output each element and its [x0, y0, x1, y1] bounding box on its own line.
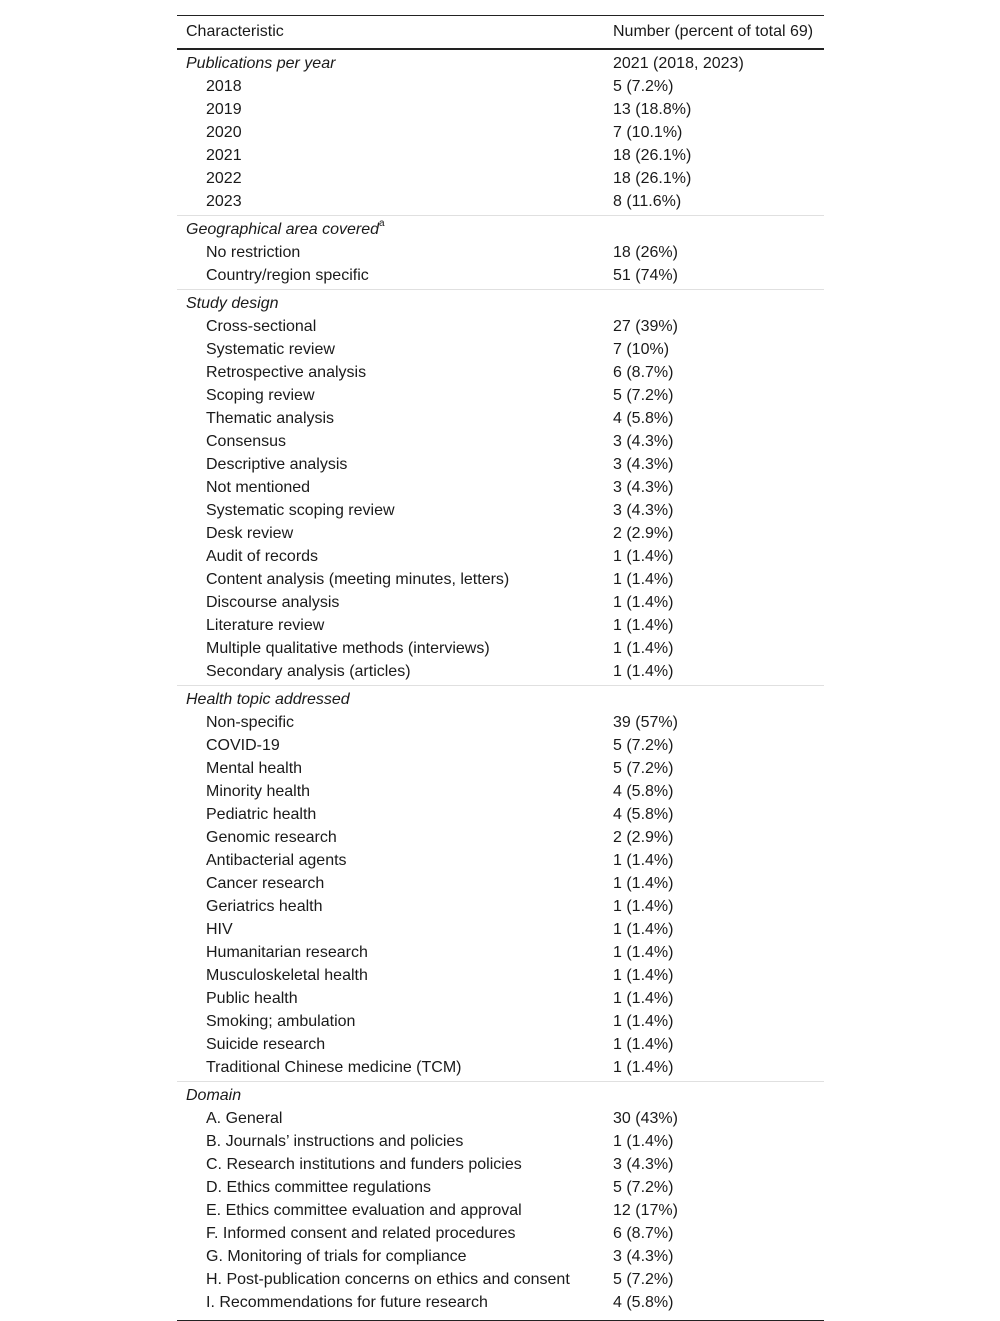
- section-header-row: [177, 292, 824, 315]
- table-section: [177, 685, 824, 1081]
- row-label: Suicide research: [206, 1035, 326, 1053]
- row-value: 18 (26.1%): [613, 146, 692, 164]
- row-label: E. Ethics committee evaluation and approval: [206, 1201, 522, 1219]
- table-row: [177, 430, 824, 453]
- header-characteristic: Characteristic: [186, 23, 284, 40]
- row-label: Musculoskeletal health: [206, 966, 368, 984]
- table-row: [177, 591, 824, 614]
- row-value: 4 (5.8%): [613, 805, 674, 823]
- table-row: [177, 660, 824, 683]
- row-label: No restriction: [206, 243, 301, 261]
- row-value: 1 (1.4%): [613, 1035, 674, 1053]
- row-value: 6 (8.7%): [613, 363, 674, 381]
- table-row: [177, 315, 824, 338]
- section-title-cell: [177, 295, 613, 313]
- table-row: [177, 614, 824, 637]
- row-label: Traditional Chinese medicine (TCM): [206, 1058, 462, 1076]
- table-row: [177, 568, 824, 591]
- row-value: 7 (10%): [613, 340, 670, 358]
- table-row: [177, 407, 824, 430]
- row-value: 3 (4.3%): [613, 432, 674, 450]
- table-row: [177, 75, 824, 98]
- table-row: [177, 264, 824, 287]
- row-label: Non-specific: [206, 713, 295, 731]
- section-title-cell: [177, 1087, 613, 1105]
- row-label: Thematic analysis: [206, 409, 335, 427]
- row-value: 5 (7.2%): [613, 386, 674, 404]
- table-row: [177, 453, 824, 476]
- row-value: 3 (4.3%): [613, 1155, 674, 1173]
- table-row: [177, 734, 824, 757]
- row-value: 1 (1.4%): [613, 966, 674, 984]
- table-row: [177, 1222, 824, 1245]
- row-value: 2 (2.9%): [613, 828, 674, 846]
- section-header-row: [177, 52, 824, 75]
- table-row: [177, 190, 824, 213]
- table-row: [177, 167, 824, 190]
- table-row: [177, 1153, 824, 1176]
- row-value: 1 (1.4%): [613, 662, 674, 680]
- row-value: 5 (7.2%): [613, 736, 674, 754]
- row-label: A. General: [206, 1109, 283, 1127]
- row-value: 1 (1.4%): [613, 1058, 674, 1076]
- row-label: HIV: [206, 920, 233, 938]
- row-value: 2 (2.9%): [613, 524, 674, 542]
- table-body: [177, 50, 824, 1316]
- row-value: 3 (4.3%): [613, 455, 674, 473]
- section-header-row: [177, 218, 824, 241]
- table-section: [177, 1081, 824, 1316]
- row-value: 5 (7.2%): [613, 1270, 674, 1288]
- row-value: 1 (1.4%): [613, 616, 674, 634]
- row-label: Descriptive analysis: [206, 455, 348, 473]
- row-value: 3 (4.3%): [613, 501, 674, 519]
- row-value: 5 (7.2%): [613, 759, 674, 777]
- row-label: I. Recommendations for future research: [206, 1293, 488, 1311]
- table-row: [177, 338, 824, 361]
- table-row: [177, 98, 824, 121]
- row-label: 2018: [206, 77, 242, 95]
- row-label: 2021: [206, 146, 242, 164]
- table-row: [177, 1107, 824, 1130]
- row-label: Retrospective analysis: [206, 363, 367, 381]
- row-value: 13 (18.8%): [613, 100, 692, 118]
- section-title-cell: [177, 691, 613, 709]
- row-label: Scoping review: [206, 386, 315, 404]
- table-row: [177, 121, 824, 144]
- row-label: Genomic research: [206, 828, 337, 846]
- table-row: [177, 637, 824, 660]
- row-label: Multiple qualitative methods (interviews): [206, 639, 490, 657]
- table-row: [177, 1130, 824, 1153]
- row-value: 1 (1.4%): [613, 547, 674, 565]
- table-row: [177, 941, 824, 964]
- row-value: 6 (8.7%): [613, 1224, 674, 1242]
- section-title: Health topic addressed: [186, 690, 350, 708]
- row-value: 5 (7.2%): [613, 1178, 674, 1196]
- row-value: 1 (1.4%): [613, 1132, 674, 1150]
- row-label: Systematic review: [206, 340, 335, 358]
- table-row: [177, 1268, 824, 1291]
- row-label: Desk review: [206, 524, 294, 542]
- row-value: 8 (11.6%): [613, 192, 682, 210]
- table-row: [177, 1033, 824, 1056]
- row-label: D. Ethics committee regulations: [206, 1178, 431, 1196]
- table-row: [177, 476, 824, 499]
- table-section: [177, 50, 824, 215]
- row-label: Minority health: [206, 782, 311, 800]
- row-value: 1 (1.4%): [613, 874, 674, 892]
- row-label: Literature review: [206, 616, 325, 634]
- row-label: Not mentioned: [206, 478, 311, 496]
- row-label: Country/region specific: [206, 266, 369, 284]
- row-value: 1 (1.4%): [613, 1012, 674, 1030]
- section-title: Domain: [186, 1086, 242, 1104]
- row-label: Secondary analysis (articles): [206, 662, 411, 680]
- section-title: Study design: [186, 294, 279, 312]
- row-value: 27 (39%): [613, 317, 678, 335]
- table-row: [177, 1291, 824, 1314]
- row-value: 7 (10.1%): [613, 123, 683, 141]
- row-value: 51 (74%): [613, 266, 678, 284]
- section-header-row: [177, 1084, 824, 1107]
- row-value: 30 (43%): [613, 1109, 678, 1127]
- table-row: [177, 780, 824, 803]
- row-label: G. Monitoring of trials for compliance: [206, 1247, 467, 1265]
- row-label: Cross-sectional: [206, 317, 317, 335]
- row-label: Humanitarian research: [206, 943, 368, 961]
- row-value: 1 (1.4%): [613, 920, 674, 938]
- row-value: 18 (26%): [613, 243, 678, 261]
- row-value: 18 (26.1%): [613, 169, 692, 187]
- row-label: Pediatric health: [206, 805, 317, 823]
- table-row: [177, 522, 824, 545]
- row-value: 4 (5.8%): [613, 1293, 674, 1311]
- row-value: 1 (1.4%): [613, 851, 674, 869]
- table-row: [177, 1056, 824, 1079]
- row-label: 2022: [206, 169, 242, 187]
- table-row: [177, 918, 824, 941]
- table-row: [177, 757, 824, 780]
- row-label: Public health: [206, 989, 298, 1007]
- row-value: 4 (5.8%): [613, 409, 674, 427]
- table-row: [177, 241, 824, 264]
- table-row: [177, 803, 824, 826]
- row-value: 12 (17%): [613, 1201, 678, 1219]
- row-label: H. Post-publication concerns on ethics and consent: [206, 1270, 570, 1288]
- row-label: Smoking; ambulation: [206, 1012, 356, 1030]
- table-row: [177, 826, 824, 849]
- row-label: C. Research institutions and funders policies: [206, 1155, 522, 1173]
- table-row: [177, 849, 824, 872]
- row-label: Geriatrics health: [206, 897, 323, 915]
- table-row: [177, 144, 824, 167]
- section-summary: 2021 (2018, 2023): [613, 54, 744, 72]
- table-row: [177, 499, 824, 522]
- row-label: 2019: [206, 100, 242, 118]
- row-value: 39 (57%): [613, 713, 678, 731]
- table-row: [177, 361, 824, 384]
- section-title-cell: [177, 55, 613, 73]
- row-label: Discourse analysis: [206, 593, 340, 611]
- row-label: Mental health: [206, 759, 303, 777]
- row-label: Audit of records: [206, 547, 319, 565]
- row-label: F. Informed consent and related procedures: [206, 1224, 516, 1242]
- table-row: [177, 987, 824, 1010]
- row-label: Content analysis (meeting minutes, letters): [206, 570, 510, 588]
- table-row: [177, 1199, 824, 1222]
- row-label: Systematic scoping review: [206, 501, 395, 519]
- row-value: 1 (1.4%): [613, 897, 674, 915]
- row-label: Cancer research: [206, 874, 325, 892]
- table-section: [177, 289, 824, 685]
- table-row: [177, 1176, 824, 1199]
- footnote-marker: a: [379, 217, 385, 229]
- row-label: 2023: [206, 192, 242, 210]
- row-label: 2020: [206, 123, 242, 141]
- row-label: B. Journals’ instructions and policies: [206, 1132, 464, 1150]
- table-row: [177, 384, 824, 407]
- section-title-cell: [177, 217, 613, 239]
- table-row: [177, 1010, 824, 1033]
- section-title: Geographical area covered: [186, 220, 380, 238]
- row-value: 3 (4.3%): [613, 1247, 674, 1265]
- header-number: Number (percent of total 69): [613, 23, 814, 40]
- table-section: [177, 215, 824, 289]
- row-value: 1 (1.4%): [613, 570, 674, 588]
- row-value: 5 (7.2%): [613, 77, 674, 95]
- row-label: Consensus: [206, 432, 287, 450]
- table-row: [177, 545, 824, 568]
- table-row: [177, 964, 824, 987]
- characteristics-table: [177, 15, 824, 1321]
- section-title: Publications per year: [186, 54, 336, 72]
- row-value: 1 (1.4%): [613, 593, 674, 611]
- table-row: [177, 1245, 824, 1268]
- row-value: 1 (1.4%): [613, 943, 674, 961]
- table-row: [177, 711, 824, 734]
- table-header-row: [177, 16, 824, 50]
- table-row: [177, 895, 824, 918]
- row-value: 4 (5.8%): [613, 782, 674, 800]
- row-label: Antibacterial agents: [206, 851, 347, 869]
- table-row: [177, 872, 824, 895]
- row-label: COVID-19: [206, 736, 280, 754]
- section-header-row: [177, 688, 824, 711]
- row-value: 3 (4.3%): [613, 478, 674, 496]
- row-value: 1 (1.4%): [613, 639, 674, 657]
- row-value: 1 (1.4%): [613, 989, 674, 1007]
